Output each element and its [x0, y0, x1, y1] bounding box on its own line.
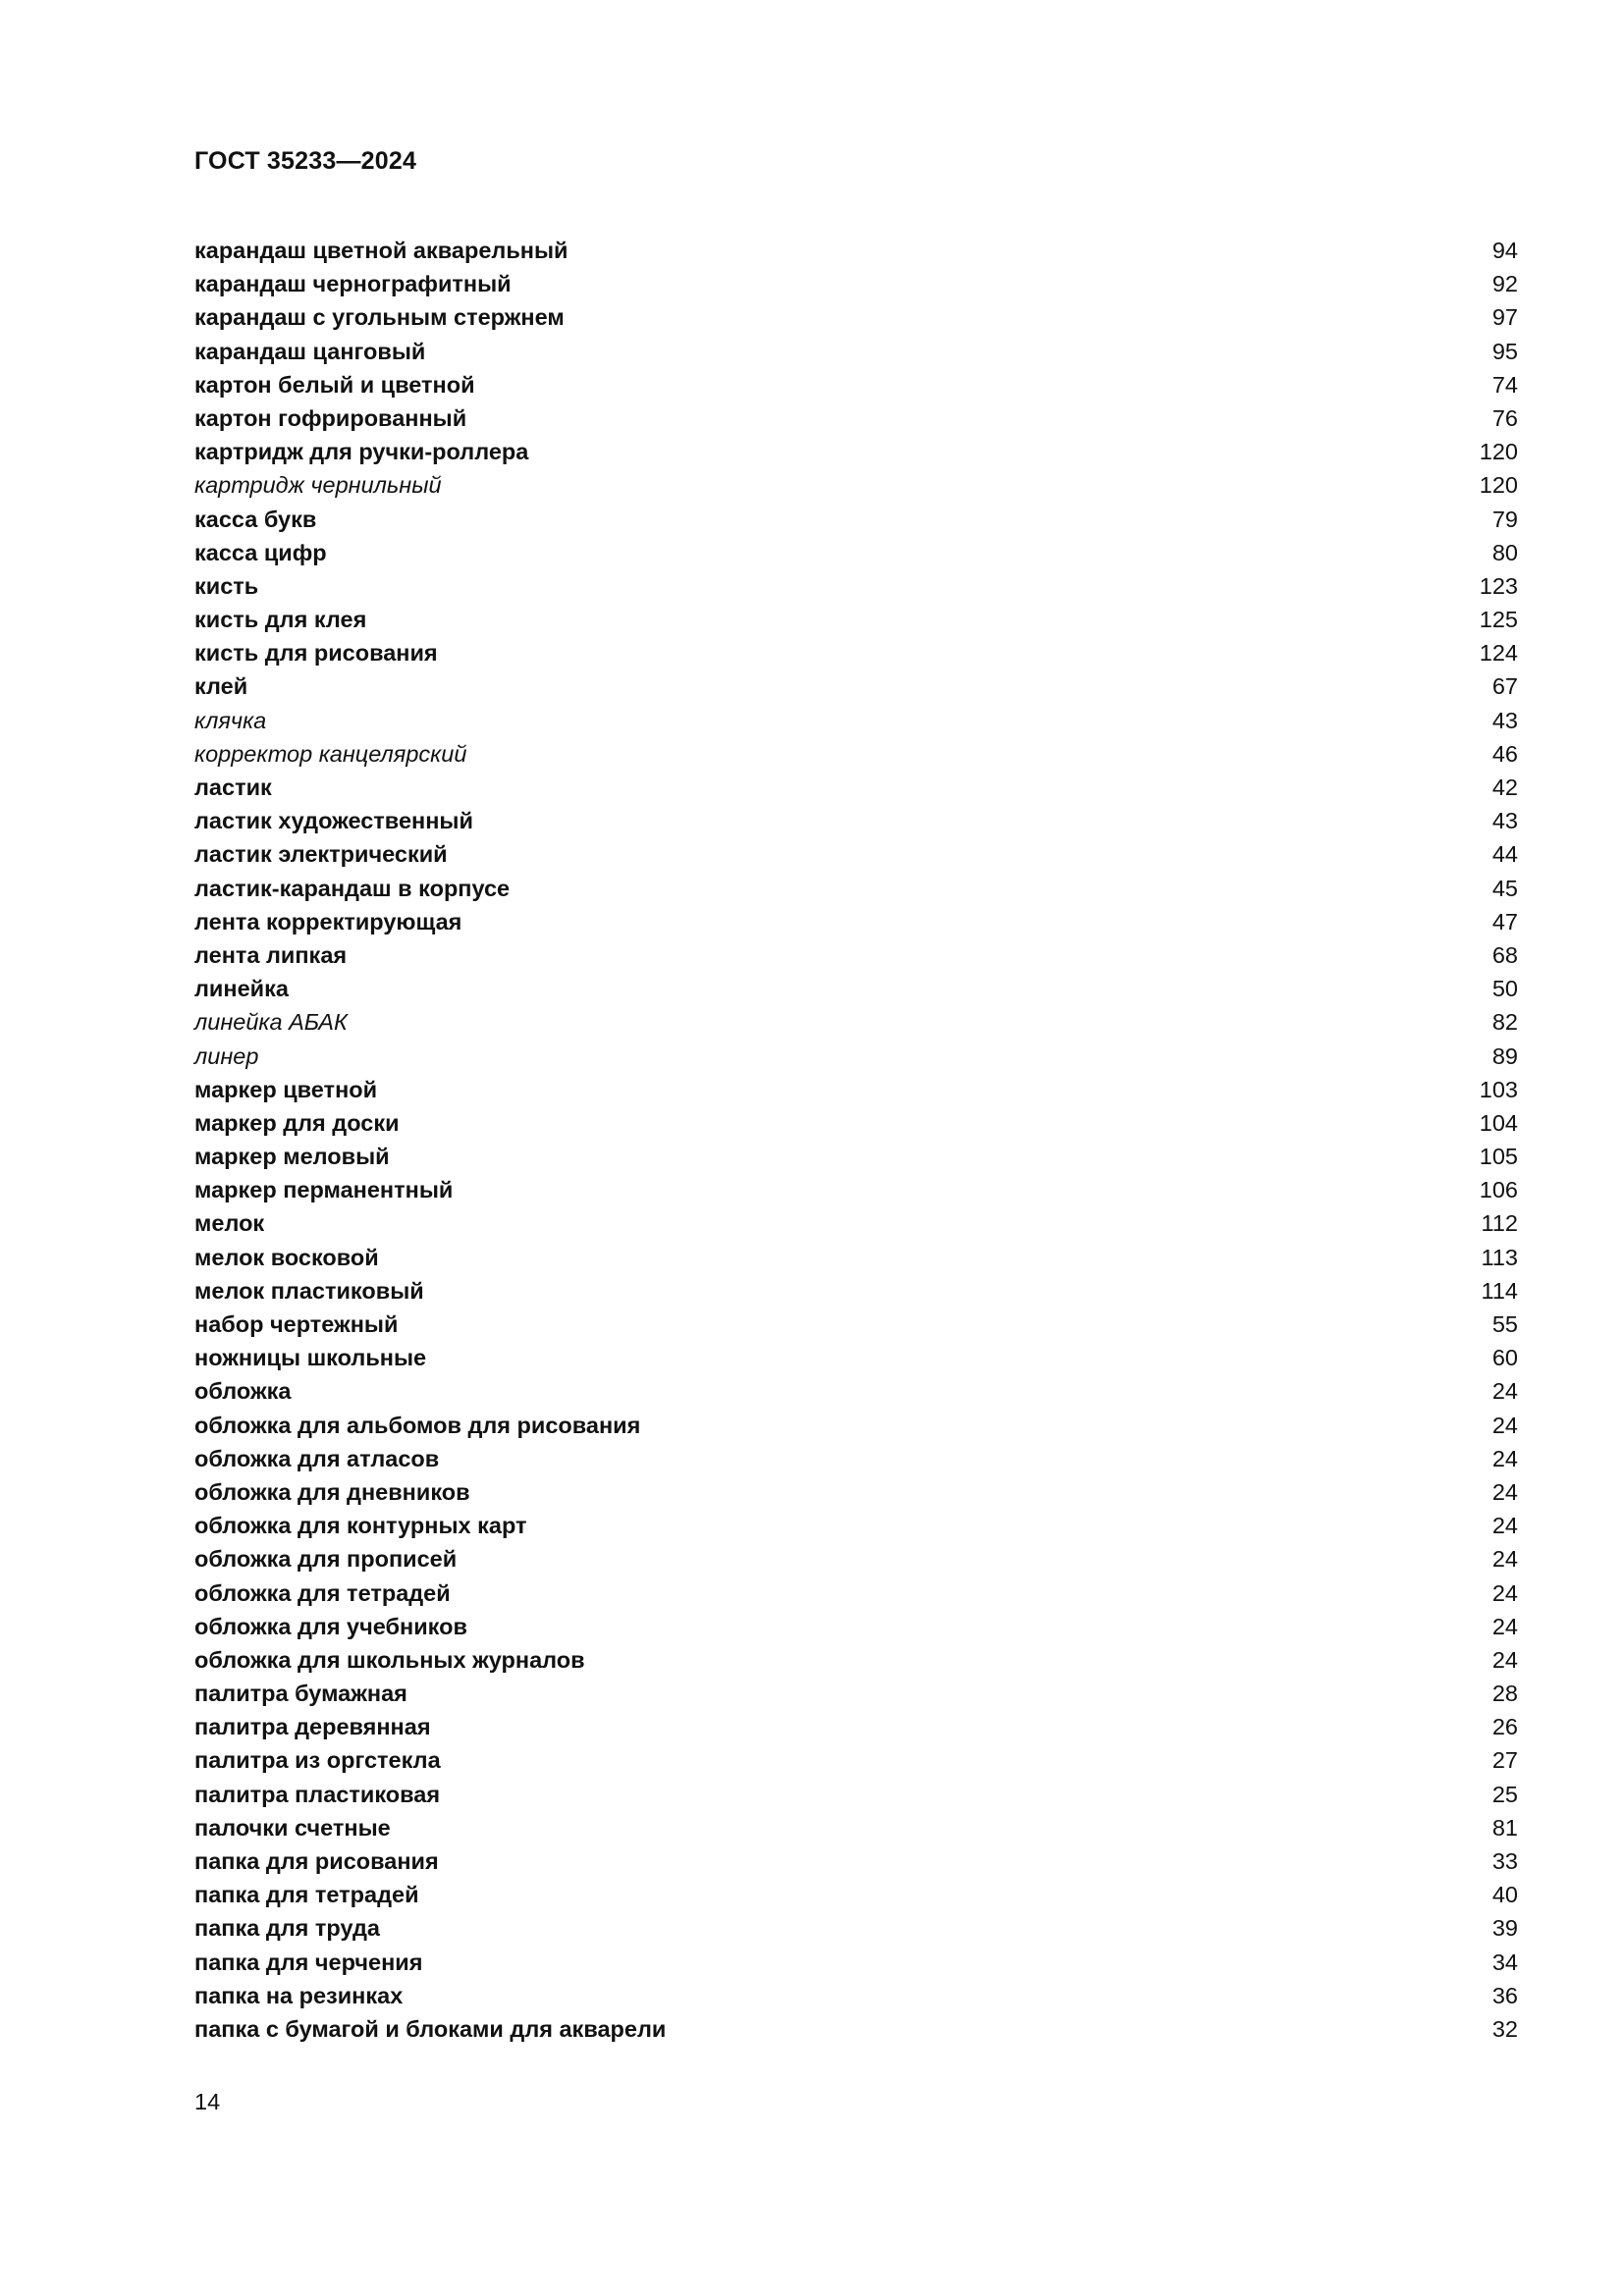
index-page-reference: 112 [1481, 1210, 1518, 1237]
index-page-reference: 42 [1491, 774, 1518, 800]
index-term: ножницы школьные [194, 1345, 427, 1371]
index-term: палитра деревянная [194, 1714, 431, 1740]
index-term: мелок восковой [194, 1244, 379, 1270]
index-entry [194, 2012, 1518, 2046]
index-entry [194, 234, 1518, 267]
index-page-reference: 46 [1491, 740, 1518, 767]
index-term: картридж для ручки-роллера [194, 439, 529, 465]
index-term: клячка [194, 707, 267, 733]
index-entry [194, 503, 1518, 536]
index-page-reference: 74 [1491, 371, 1518, 398]
index-entry [194, 1878, 1518, 1911]
index-page-reference: 80 [1491, 539, 1518, 565]
index-term: лента корректирующая [194, 908, 462, 934]
index-term: набор чертежный [194, 1311, 399, 1337]
index-term: папка для рисования [194, 1848, 439, 1874]
index-page-reference: 50 [1491, 976, 1518, 1002]
index-term: обложка [194, 1378, 292, 1405]
index-term: обложка для атласов [194, 1445, 440, 1471]
index-page-reference: 33 [1491, 1848, 1518, 1874]
index-page-reference: 97 [1491, 304, 1518, 331]
index-term: ластик [194, 774, 272, 800]
index-page-reference: 40 [1491, 1882, 1518, 1908]
index-page-reference: 24 [1491, 1613, 1518, 1639]
index-term: касса цифр [194, 539, 327, 565]
document-header: ГОСТ 35233—2024 [194, 147, 417, 175]
index-entry [194, 837, 1518, 871]
index-term: маркер меловый [194, 1144, 390, 1170]
index-term: палочки счетные [194, 1814, 391, 1841]
index-term: корректор канцелярский [194, 740, 467, 767]
index-entry [194, 972, 1518, 1005]
index-term: лента липкая [194, 941, 348, 968]
index-page-reference: 24 [1491, 1579, 1518, 1606]
index-page-reference: 125 [1479, 607, 1518, 633]
index-entry [194, 1274, 1518, 1308]
index-term: палитра из оргстекла [194, 1747, 441, 1774]
index-term: обложка для прописей [194, 1546, 458, 1573]
index-page-reference: 39 [1491, 1915, 1518, 1942]
index-entry [194, 1946, 1518, 1979]
index-page-reference: 89 [1491, 1042, 1518, 1069]
index-page-reference: 27 [1491, 1747, 1518, 1774]
index-page-reference: 104 [1479, 1109, 1518, 1136]
index-entry [194, 1979, 1518, 2012]
index-page-reference: 76 [1491, 404, 1518, 431]
index-page-reference: 28 [1491, 1681, 1518, 1707]
index-page-reference: 24 [1491, 1378, 1518, 1405]
index-term: картон белый и цветной [194, 371, 475, 398]
index-page-reference: 32 [1491, 2015, 1518, 2042]
index-term: картон гофрированный [194, 404, 467, 431]
index-term: маркер цветной [194, 1076, 378, 1102]
index-entry [194, 1308, 1518, 1341]
index-term: палитра бумажная [194, 1681, 407, 1707]
index-page-reference: 95 [1491, 338, 1518, 364]
index-term: картридж чернильный [194, 472, 442, 499]
index-page-reference: 81 [1491, 1814, 1518, 1841]
index-page-reference: 24 [1491, 1445, 1518, 1471]
index-entry [194, 1509, 1518, 1542]
index-entry [194, 1811, 1518, 1844]
index-entry [194, 1743, 1518, 1777]
index-page-reference: 120 [1479, 472, 1518, 499]
index-entry [194, 1576, 1518, 1610]
index-entry [194, 1677, 1518, 1710]
index-term: линер [194, 1042, 259, 1069]
index-entry [194, 804, 1518, 837]
index-page-reference: 123 [1479, 572, 1518, 599]
index-page-reference: 26 [1491, 1714, 1518, 1740]
index-entry [194, 335, 1518, 368]
index-entry [194, 1710, 1518, 1743]
index-page-reference: 94 [1491, 238, 1518, 263]
index-entry [194, 771, 1518, 804]
index-term: обложка для дневников [194, 1478, 470, 1505]
index-entry [194, 1241, 1518, 1274]
index-entry [194, 1206, 1518, 1240]
index-page-reference: 34 [1491, 1949, 1518, 1975]
index-entry [194, 737, 1518, 771]
index-page-reference: 24 [1491, 1513, 1518, 1539]
index-page-reference: 120 [1479, 439, 1518, 465]
index-entry [194, 401, 1518, 435]
index-entry [194, 1073, 1518, 1106]
index-term: папка для тетрадей [194, 1882, 419, 1908]
index-entry [194, 1173, 1518, 1206]
index-entry [194, 1475, 1518, 1509]
index-page-reference: 24 [1491, 1478, 1518, 1505]
index-entry [194, 1106, 1518, 1140]
index-entry [194, 1040, 1518, 1073]
index-term: линейка [194, 976, 289, 1002]
index-page-reference: 44 [1491, 841, 1518, 868]
index-page-reference: 24 [1491, 1546, 1518, 1573]
index-entry [194, 468, 1518, 502]
index-page-reference: 67 [1491, 673, 1518, 700]
index-entry [194, 300, 1518, 334]
index-page-reference: 60 [1491, 1345, 1518, 1371]
index-entry [194, 267, 1518, 300]
index-term: папка с бумагой и блоками для акварели [194, 2015, 667, 2042]
index-page-reference: 45 [1491, 875, 1518, 901]
index-term: обложка для учебников [194, 1613, 467, 1639]
index-entry [194, 435, 1518, 468]
index-entry [194, 1643, 1518, 1677]
index-term: ластик художественный [194, 808, 473, 834]
alphabetical-index [194, 234, 1518, 2046]
index-page-reference: 105 [1479, 1144, 1518, 1170]
index-term: линейка АБАК [194, 1009, 348, 1036]
index-entry [194, 1374, 1518, 1408]
index-entry [194, 368, 1518, 401]
index-page-reference: 79 [1491, 506, 1518, 532]
index-page-reference: 24 [1491, 1646, 1518, 1673]
index-term: кисть [194, 572, 259, 599]
index-entry [194, 938, 1518, 972]
index-entry [194, 1911, 1518, 1945]
index-entry [194, 1844, 1518, 1878]
index-page-reference: 47 [1491, 908, 1518, 934]
index-page-reference: 68 [1491, 941, 1518, 968]
index-term: ластик-карандаш в корпусе [194, 875, 511, 901]
index-term: папка для черчения [194, 1949, 423, 1975]
index-entry [194, 905, 1518, 938]
index-term: карандаш с угольным стержнем [194, 304, 565, 331]
index-entry [194, 1140, 1518, 1173]
index-page-reference: 43 [1491, 808, 1518, 834]
index-entry [194, 603, 1518, 636]
index-page-reference: 103 [1479, 1076, 1518, 1102]
index-entry [194, 1610, 1518, 1643]
index-entry [194, 1005, 1518, 1039]
index-term: маркер для доски [194, 1109, 400, 1136]
index-entry [194, 1409, 1518, 1442]
index-page-reference: 36 [1491, 1982, 1518, 2008]
index-term: папка для труда [194, 1915, 380, 1942]
index-term: кисть для клея [194, 607, 367, 633]
index-page-reference: 55 [1491, 1311, 1518, 1337]
index-term: обложка для контурных карт [194, 1513, 527, 1539]
index-entry [194, 569, 1518, 603]
index-entry [194, 536, 1518, 569]
index-page-reference: 113 [1481, 1244, 1518, 1270]
index-entry [194, 1542, 1518, 1575]
index-entry [194, 1442, 1518, 1475]
index-term: карандаш чернографитный [194, 271, 512, 297]
page-number: 14 [194, 2089, 221, 2114]
index-entry [194, 1341, 1518, 1374]
index-page-reference: 114 [1481, 1277, 1518, 1304]
index-term: карандаш цанговый [194, 338, 426, 364]
index-term: мелок пластиковый [194, 1277, 424, 1304]
index-term: кисть для рисования [194, 640, 438, 667]
index-term: карандаш цветной акварельный [194, 238, 568, 263]
index-term: обложка для школьных журналов [194, 1646, 585, 1673]
index-term: обложка для тетрадей [194, 1579, 451, 1606]
index-entry [194, 872, 1518, 905]
index-page-reference: 106 [1479, 1177, 1518, 1203]
index-page-reference: 25 [1491, 1781, 1518, 1807]
index-entry [194, 1778, 1518, 1811]
index-term: касса букв [194, 506, 317, 532]
index-page-reference: 24 [1491, 1412, 1518, 1438]
index-page-reference: 43 [1491, 707, 1518, 733]
index-term: палитра пластиковая [194, 1781, 441, 1807]
index-entry [194, 636, 1518, 669]
index-term: маркер перманентный [194, 1177, 454, 1203]
index-entry [194, 669, 1518, 703]
index-page-reference: 124 [1479, 640, 1518, 667]
index-term: мелок [194, 1210, 265, 1237]
index-entry [194, 704, 1518, 737]
index-page-reference: 82 [1491, 1009, 1518, 1036]
index-term: ластик электрический [194, 841, 448, 868]
index-page-reference: 92 [1491, 271, 1518, 297]
index-term: обложка для альбомов для рисования [194, 1412, 641, 1438]
index-term: клей [194, 673, 248, 700]
index-term: папка на резинках [194, 1982, 404, 2008]
